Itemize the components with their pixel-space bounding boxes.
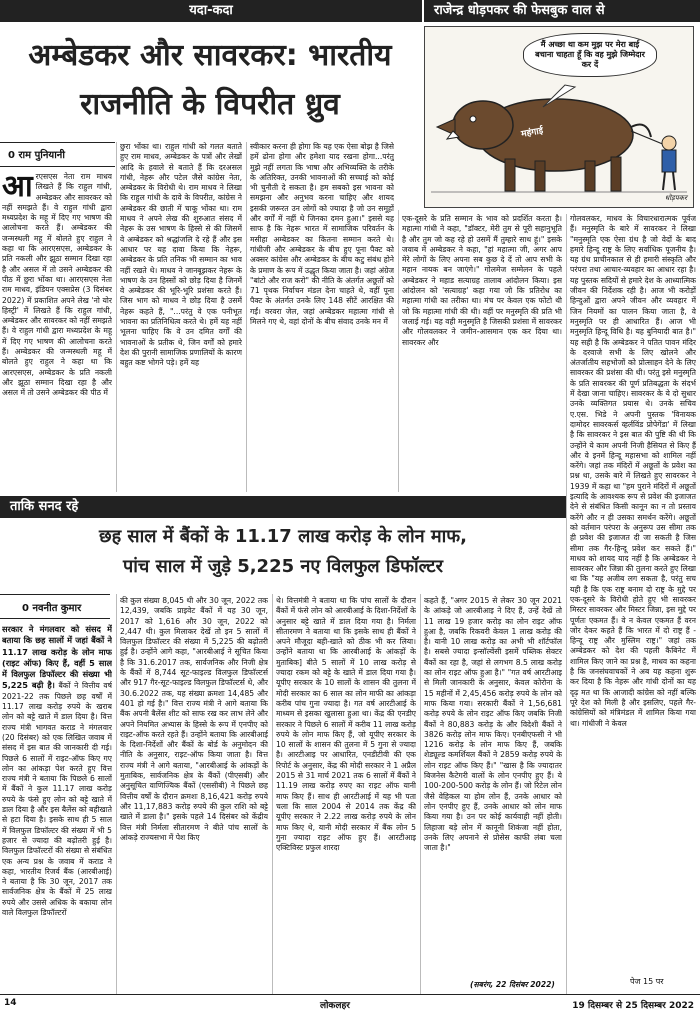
- article1-title-line1: अम्बेडकर और सावरकर: भारतीय: [28, 38, 392, 73]
- column-divider: [398, 210, 399, 492]
- article1-column-5: गोलवलकर, माधव के विचारधारात्मक पूर्वज हैं। मनुस्मृति के बारे में सावरकर ने लिखा "मनुस्मृति एक ऐसा ग्रंथ है जो वेदों के बाद हमारे हिन्दू राष्ट्र के लिए सर्वाधिक पूजनीय है। यह ग्रंथ प्राचीनकाल से ही हमारी संस्कृति और परंपरा तथा आचार-व्यवहार का आधार रहा है। यह पुस्तक सदियों से हमारे देश के आध्यात्मिक जीवन की निर्देशक रही है। आज भी करोड़ों हिन्दुओं द्वारा अपने जीवन और व्यवहार में जिन नियमों का पालन किया जाता है, वे मनुस्मृति पर ही आधारित हैं। आज भी मनुस्मृति हिन्दू विधि है। यह बुनियादी बात है।" यह सही है कि अम्बेडकर ने पतित पावन मंदिर के दरवाजे सभी के लिए खोलने और अंतर्जातीय सहभोजों को प्रोत्साहन देने के लिए सावरकर की प्रशंसा की थी। परंतु इसे मनुस्मृति के प्रति सावरकर की पूर्ण प्रतिबद्धता के संदर्भ में देखा जाना चाहिए। सावरकर के ये दो सुधार उनके व्यक्तिगत प्रयास थे। उनके सचिव ए.एस. भिडे ने अपनी पुस्तक 'विनायक दामोदर सावरकर्स व्हर्लविंड प्रोपेगेंडा' में लिखा है कि सावरकर ने इस बात की पुष्टि की थी कि उन्होंने ये काम अपनी निजी हैसियत से किए हैं और वे इनमें हिन्दू महासभा को शामिल नहीं करेंगे। जहां तक मंदिरों में अछूतों के प्रवेश का प्रश्न था, उसके बारे में लिखते हुए सावरकर ने 1939 में कहा था "हम पुराने मंदिरों में अछूतों इत्यादि के आवश्यक रूप से प्रवेश की इजाजत देने से संबंधित किसी कानून का न तो प्रस्ताव करेंगे और न ही उसका समर्थन करेंगे। अछूतों को वर्तमान परंपरा के अनुरूप उस सीमा तक ही प्रवेश की इजाजत दी जा सकती है जिस सीमा तक गैर-हिन्दू प्रवेश कर सकते हैं।" माधव को शायद याद नहीं है कि अम्बेडकर ने सावरकर और जिन्ना की तुलना करते हुए लिखा था कि "यह अजीब लग सकता है, परंतु सच यही है कि एक राष्ट्र बनाम दो राष्ट्र के मुद्दे पर एक-दूसरे के विरोधी होते हुए भी सावरकर मिस्टर सावरकर और मिस्टर जिन्ना, इस मुद्दे पर पूर्णतः एकमत हैं। वे न केवल एकमत हैं वरन जोर देकर कहते हैं कि भारत में दो राष्ट्र हैं - हिन्दू राष्ट्र और मुस्लिम राष्ट्र।" जहां तक अम्बेडकर को देश की पहली कैबिनेट में शामिल किए जाने का प्रश्न है, माधव का कहना है कि जनसंघवाचकों ने अब यह कहना शुरू कर दिया है कि नेहरू और गांधी दोनों का यह दृढ़ मत था कि आजादी कांग्रेस को नहीं बल्कि पूरे देश को मिली है और इसलिए, पहले गैर-कांग्रेसियों को मंत्रिमंडल में शामिल किया गया था। गांधीजी ने केवल: [570, 214, 696, 728]
- article2-col1-text: बैंकों ने वित्तीय वर्ष 2021-22 तक पिछले छह वर्षों में 11.17 लाख करोड़ रुपये के खराब लोन को बट्टे खाते में डाल दिया है। वित्त राज्य मंत्री भागवत कराड ने मंगलवार (20 दिसंबर) को एक लिखित जवाब में संसद में इस बात की जानकारी दी गई। पिछले 6 सालों में राइट-ऑफ किए गए लोन का आंकड़ा पेश करते हुए वित्त राज्य मंत्री ने बताया कि पिछले 6 सालों में बैंकों ने कुल 11.17 लाख करोड़ रुपये के फंसे हुए लोन को बट्टे खाते में डाल दिया है और इस बैलेंस को बहीखाते से हटा दिया है। इसके साथ ही 5 साल में विलफुल डिफॉल्टर की संख्या में भी 5 हजार से ज्यादा की बढ़ोतरी हुई है। विलफुल डिफॉल्टरों की संख्या से संबंधित एक अन्य प्रश्न के जवाब में कराड ने कहा, भारतीय रिजर्व बैंक (आरबीआई) ने बताया है कि 30 जून, 2017 तक सार्वजनिक क्षेत्र के बैंकों में 25 लाख रुपये और उससे अधिक के बकाया लोन वाले विलफुल डिफॉल्टरों: [2, 681, 112, 918]
- section-banner-label: यदा-कदा: [189, 3, 233, 18]
- dropcap: आ: [2, 172, 33, 204]
- article2-source: (सबरंग, 22 दिसंबर 2022): [470, 980, 555, 989]
- article1-column-1: [2, 172, 112, 492]
- byline-rule-bottom: [0, 166, 115, 167]
- cartoon: [424, 26, 694, 208]
- article2-title-line2: पांच साल में जुड़े 5,225 नए विलफुल डिफॉल्टर: [123, 556, 443, 577]
- column-divider: [566, 214, 567, 994]
- article1-byline: 0 राम पुनियानी: [8, 150, 65, 161]
- cartoon-beast-label: महंगाई: [520, 126, 544, 140]
- article2-column-1: [2, 624, 112, 994]
- article2-byline: 0 नवनीत कुमार: [22, 603, 82, 614]
- publication-name: लोकलहर: [320, 1001, 350, 1011]
- issue-date: 19 दिसम्बर से 25 दिसम्बर 2022: [572, 1001, 694, 1011]
- cartoon-banner: [424, 0, 700, 22]
- column-divider: [272, 594, 273, 994]
- article2-column-3: थे। वित्तमंत्री ने बताया था कि पांच सालों के दौरान बैंकों में फंसे लोन को आरबीआई के दिशा-निर्देशों के अनुसार बट्टे खाते में डाल दिया गया है। निर्मला सीतारमण ने बताया था कि इसके साथ ही बैंकों ने अपने मौजूदा बही-खाते को ठीक भी कर लिया। उन्होंने बताया था कि आरबीआई के आंकड़ों के मुताबिक] बीते 5 सालों में 10 लाख करोड़ से ज्यादा रकम को बट्टे के खाते में डाल दिया गया है। यूपीए सरकार के 10 सालों के शासन की तुलना में मोदी सरकार का 6 साल का लोन माफी का आंकड़ा करीब पांच गुना ज्यादा है। गत वर्ष आरटीआई के माध्यम से इसका खुलासा हुआ था। केंद्र की एनडीए सरकार ने पिछले 6 सालों में करीब 11 लाख करोड़ रुपये के लोन माफ किए हैं, जो यूपीए सरकार के 10 सालों के शासन की तुलना में 5 गुना से ज्यादा है। आरटीआइ पर आधारित, एनडीटीवी की एक रिपोर्ट के अनुसार, केंद्र की मोदी सरकार ने 1 अप्रैल 2015 से 31 मार्च 2021 तक 6 सालों में बैंकों ने 11.19 लाख करोड़ रुपए का राइट ऑफ यानी माफ किए हैं। साथ ही आरटीआई में यह भी पता चला कि साल 2004 से 2014 तक केंद्र की यूपीए सरकार ने 2.22 लाख करोड़ रुपये के लोन माफ किए थे, यानी मोदी सरकार में बैंक लोन 5 गुना ज्यादा राइट ऑफ हुए हैं। आरटीआइ एक्टिविस्ट प्रफुल शारदा: [276, 596, 416, 853]
- byline-rule-top: [0, 142, 115, 143]
- byline-rule-top: [0, 594, 110, 595]
- article1-col1-text: रएसएस नेता राम माधव लिखते हैं कि राहुल गांधी, अम्बेडकर और सावरकर को नहीं समझते हैं। वे राहुल गांधी द्वारा मध्यप्रदेश के महू में दिए गए भाषण की आलोचना करते हैं। अम्बेडकर की जन्मस्थली महू में बोलते हुए राहुल ने कहा था कि आरएसएस, अम्बेडकर के प्रति नकली और झूठा सम्मान दिखा रहा है और असल में तो उसने अम्बेडकर की पीठ में छुरा भोंका था। आरएसएस नेता राम माधव, इंडियन एक्सप्रेस (3 दिसंबर 2022) में प्रकाशित अपने लेख 'नो योर हिस्ट्री' में लिखते हैं कि राहुल गांधी, अम्बेडकर और सावरकर को नहीं समझते हैं। वे राहुल गांधी द्वारा मध्यप्रदेश के महू में दिए गए भाषण की आलोचना करते हैं। अम्बेडकर की जन्मस्थली महू में बोलते हुए राहुल ने कहा था कि आरएसएस, अम्बेडकर के प्रति नकली और झूठा सम्मान दिखा रहा है और असल में तो उसने अम्बेडकर की पीठ में: [2, 172, 112, 398]
- article1-continued: पेज 15 पर: [630, 977, 664, 986]
- article2-title-line1: छह साल में बैंकों के 11.17 लाख करोड़ के लोन माफ,: [98, 526, 468, 547]
- cartoon-drawing: [425, 27, 693, 207]
- section-banner-taki-sanad-rahe: [0, 496, 566, 518]
- article1-title-line2: राजनीति के विपरीत ध्रुव: [80, 87, 340, 122]
- article2-column-4: कहते हैं, "अगर 2015 से लेकर 30 जून 2021 के आंकड़े जो आरबीआइ ने दिए हैं, उन्हें देखें तो 11 लाख 19 हजार करोड़ का लोन राइट ऑफ हुआ है, जबकि रिकवरी केवल 1 लाख करोड़ की है। यानी 10 लाख करोड़ का अभी भी शॉर्टफॉल है। सबसे ज्यादा इन्सॉल्वेंसी इसमें पब्लिक सेक्टर बैंकों का रहा है, जहां से लगभग 8.5 लाख करोड़ का लोन राइट ऑफ हुआ है।" "गत वर्ष आरटीआइ से मिली जानकारी के अनुसार, केवल कोरोना के 15 महीनों में 2,45,456 करोड़ रुपये के लोन को माफ किया गया। सरकारी बैंकों ने 1,56,681 करोड़ रुपये के लोन राइट ऑफ किए जबकि निजी बैंकों ने 80,883 करोड़ के और विदेशी बैंकों ने 3826 करोड़ लोन माफ किए। एनबीएफसी ने भी 1216 करोड़ के लोन माफ किए हैं, जबकि शेड्यूल्ड कमर्शियल बैंकों ने 2859 करोड़ रुपये के लोन राइट ऑफ किए हैं।" "खास है कि ज्यादातर बिजनेस कैटेगरी वालों के लोन एनपीए हुए हैं। ये 100-200-500 करोड़ के लोन हैं। जो रिटेल लोन जैसे वेहिकल या होम लोन हैं, उनके आधार को लोन एनपीए हुए हैं, उनके आधार को लोन माफ किया गया है। उन पर कोई कार्यवाही नहीं होती। लिहाजा बड़े लोन में कानूनी शिकंजा नहीं होता, उनके लिए अपनाने से प्रोसेस काफी लंबा चला जाता है।": [424, 596, 562, 853]
- cartoon-banner-label: राजेन्द्र धोड़पकर की फेसबुक वाल से: [434, 3, 605, 18]
- cartoon-speech-bubble: मैं अच्छा था कम मुझ पर मेरा बाई बचाना चाहता हूँ कि वह मुझे जिम्मेदार कर दें: [523, 33, 657, 77]
- column-divider: [420, 594, 421, 994]
- article1-column-3: स्वीकार करना ही होगा कि यह एक ऐसा बोझ है जिसे हमें ढोना होगा और हमेशा याद रखना होगा...परंतु मुझे नहीं लगता कि भाषा और अभिव्यक्ति के तरीके के अतिरिक्त, उनकी भावनाओं की सच्चाई को कोई भी चुनौती दे सकता है। हम सबको इस भावना को समझना और अनुभव करना चाहिए और शायद इसकी जरूरत उन लोगों को ज्यादा है जो उन समूहों और वर्गों में नहीं थे जिनका दमन हुआ।" इससे यह साफ है कि नेहरू भारत में सामाजिक परिवर्तन के मसीहा अम्बेडकर का कितना सम्मान करते थे। गांधीजी और अम्बेडकर के बीच हुए पूना पैक्ट को अक्सर कांग्रेस और अम्बेडकर के बीच कटु संबंध होने के प्रमाण के रूप में उद्धृत किया जाता है। जहां अंग्रेज "बांटो और राज करो" की नीति के अंतर्गत अछूतों को 71 पृथक निर्वाचन मंडल देना चाहते थे, वहीं पूना पैक्ट के अंतर्गत उनके लिए 148 सीटें आरक्षित की गईं। वरवरा जेल, जहां अम्बेडकर महात्मा गांधी से मिलने गए थे, वहां दोनों के बीच संवाद उनके मन में: [250, 142, 394, 327]
- section-banner-yada-kada: [0, 0, 422, 22]
- article1-column-2: छुरा भोंका था। राहुल गांधी को गलत बताते हुए राम माधव, अम्बेडकर के पत्रों और लेखों आदि के हवाले से बताते हैं कि दरअसल गांधी, नेहरू और पटेल जैसे कांग्रेस नेता, अम्बेडकर के विरोधी थे। राम माधव ने लिखा कि राहुल गांधी के दावे के विपरीत, कांग्रेस ने अम्बेडकर की छाती में चाकू भोंका था। राम माधव ने अपने लेख की शुरुआत संसद में नेहरू के उस भाषण के हिस्से से की जिसमें वे अम्बेडकर को श्रद्धांजलि दे रहे हैं और इस आधार पर यह दावा किया कि नेहरू, अम्बेडकर के प्रति तनिक भी सम्मान का भाव नहीं रखते थे। माधव ने जानबूझकर नेहरू के भाषण के उन हिस्सों को छोड़ दिया है जिनमें वे अम्बेडकर की भूरि-भूरि प्रशंसा करते हैं। जिस भाग को माधव ने छोड़ दिया है उसमें नेहरू कहते हैं, "...परंतु वे एक पनीभूत भावना का प्रतिनिधित्व करते थे। हमें यह नहीं भूलना चाहिए कि वे उन दमित वर्गों की भावनाओं के प्रतीक थे, जिन वर्गों को हमारे देश की पुरानी सामाजिक प्रणालियों के कारण बहुत कष्ट भोगने पड़े। हमें यह: [120, 142, 242, 368]
- article1-column-4: एक-दूसरे के प्रति सम्मान के भाव को प्रदर्शित करता है। महात्मा गांधी ने कहा, "डॉक्टर, मेरी तुम से पूरी सहानुभूति है और तुम जो कह रहे हो उसमें मैं तुम्हारे साथ हूं।" इसके जवाब में अम्बेडकर ने कहा, "हां महात्मा जी, अगर आप मेरे लोगों के लिए अपना सब कुछ दे दें तो आप सभी के महान नायक बन जाएंगे।" गोलमेज सम्मेलन के पहले अम्बेडकर ने महाड सत्याग्रह तालाब आंदोलन किया। इस आंदोलन को 'सत्याग्रह' कहा गया जो कि प्रतिरोध का महात्मा गांधी का तरीका था। मंच पर केवल एक फोटो थी जो कि महात्मा गांधी की थी। वहीं पर मनुस्मृति की प्रति भी जलाई गई। यह वही मनुस्मृति है जिसकी प्रशंसा में सावरकर और गोलवलकर ने जमीन-आसमान एक कर दिया था। सावरकर और: [402, 214, 562, 347]
- column-divider: [116, 142, 117, 492]
- footer-rule: [0, 994, 700, 995]
- article2-column-2: की कुल संख्या 8,045 थी और 30 जून, 2022 तक 12,439, जबकि प्राइवेट बैंकों में यह 30 जून, 2017 को 1,616 और 30 जून, 2022 को 2,447 थी। कुल मिलाकर देखें तो इन 5 सालों में विलफुल डिफॉल्टर की संख्या में 5,225 की बढ़ोतरी हुई है। उन्होंने आगे कहा, "आरबीआई ने सूचित किया है कि 31.6.2017 तक, सार्वजनिक और निजी क्षेत्र के बैंकों में 8,744 सूट-फाइल्ड विलफुल डिफॉल्टर्स और 917 गैर-सूट-फाइल्ड विलफुल डिफॉल्टर्स थे, और 30.6.2022 तक, यह संख्या क्रमशः 14,485 और 401 हो गई है।" वित्त राज्य मंत्री ने आगे बताया कि बैंक अपनी बैलेंस शीट को साफ रख कर लाभ लेने और अपने नियमित अभ्यास के हिस्से के रूप में एनपीए को राइट-ऑफ करते रहते हैं। उन्होंने बताया कि आरबीआई के दिशा-निर्देशों और बैंकों के बोर्ड के अनुमोदन की नीति के अनुसार, राइट-ऑफ किया जाता है। वित्त राज्य मंत्री ने आगे बताया, "आरबीआई के आंकड़ों के मुताबिक, सार्वजनिक क्षेत्र के बैंकों (पीएसबी) और अनुसूचित वाणिज्यिक बैंकों (एससीबी) ने पिछले छह वित्तीय वर्षों के दौरान क्रमशः 8,16,421 करोड़ रुपये और 11,17,883 करोड़ रुपये की कुल राशि को बट्टे खाते में डाला है।" इसके पहले 14 दिसंबर को केंद्रीय वित्त मंत्री निर्मला सीतारमण ने बीते पांच सालों के आंकड़े राज्यसभा में पेश किए: [120, 596, 268, 842]
- column-divider: [246, 142, 247, 492]
- cartoon-signature: धोड़पकर: [664, 194, 687, 202]
- column-divider: [116, 594, 117, 994]
- section-banner-label: ताकि सनद रहे: [10, 499, 79, 514]
- byline-rule-bottom: [0, 618, 110, 619]
- page-number: 14: [4, 998, 17, 1008]
- article2-lead: सरकार ने मंगलवार को संसद में बताया कि छह सालों में जहां बैंकों ने 11.17 लाख करोड़ के लोन माफ (राइट ऑफ) किए हैं, वहीं 5 साल में विलफुल डिफॉल्टर की संख्या भी 5,225 बढ़ी है।: [2, 624, 112, 691]
